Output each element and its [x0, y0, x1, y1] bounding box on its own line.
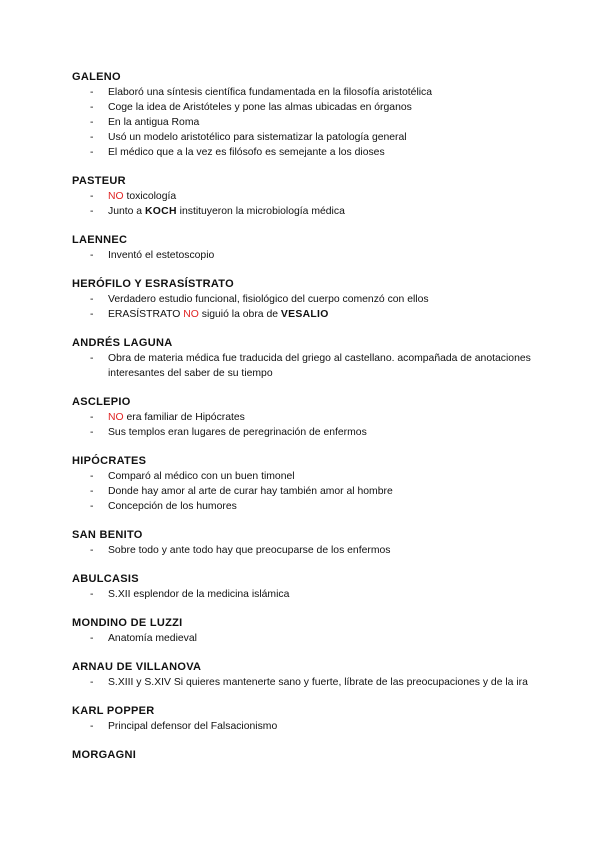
bold-name: KOCH	[144, 206, 177, 217]
bullet-list	[72, 248, 532, 263]
bullet-dash: -	[90, 501, 94, 512]
section-abulcasis	[72, 572, 532, 602]
list-item: - Usó un modelo aristotélico para sistematizar la patología general	[90, 132, 407, 143]
bullet-dash: -	[90, 191, 94, 202]
section-morgagni	[72, 748, 532, 763]
list-item: - Donde hay amor al arte de curar hay también amor al hombre	[90, 486, 393, 497]
bullet-list	[72, 543, 532, 558]
bullet-list	[72, 85, 532, 160]
list-item: - S.XIII y S.XIV Si quieres mantenerte sano y fuerte, líbrate de las preocupaciones y de la ira	[90, 677, 528, 688]
bold-name: VESALIO	[280, 309, 329, 320]
section-heading: MONDINO DE LUZZI	[72, 617, 183, 629]
section-hipocrates	[72, 454, 532, 514]
bullet-list	[72, 189, 532, 219]
bullet-list	[72, 587, 532, 602]
list-item: - NO toxicología	[90, 191, 177, 202]
bullet-list	[72, 719, 532, 734]
bullet-dash: -	[90, 309, 94, 320]
section-herofilo	[72, 277, 532, 322]
section-heading: ASCLEPIO	[72, 396, 131, 408]
list-item: - Comparó al médico con un buen timonel	[90, 471, 295, 482]
section-heading: KARL POPPER	[72, 705, 155, 717]
section-heading: ANDRÉS LAGUNA	[72, 337, 173, 349]
negation-highlight: NO	[108, 191, 124, 202]
section-galeno	[72, 70, 532, 160]
list-item: - Coge la idea de Aristóteles y pone las almas ubicadas en órganos	[90, 102, 412, 113]
section-heading: PASTEUR	[72, 175, 126, 187]
section-san-benito	[72, 528, 532, 558]
bullet-dash: -	[90, 545, 94, 556]
bullet-dash: -	[90, 677, 94, 688]
bullet-list	[72, 631, 532, 646]
bullet-dash: -	[90, 147, 94, 158]
section-heading: GALENO	[72, 71, 121, 83]
section-mondino	[72, 616, 532, 646]
bullet-dash: -	[90, 117, 94, 128]
list-item: - Obra de materia médica fue traducida del griego al castellano. acompañada de anotaciones interesantes del saber de su tiempo	[90, 353, 531, 379]
list-item: - Sobre todo y ante todo hay que preocuparse de los enfermos	[90, 545, 391, 556]
list-item: - Sus templos eran lugares de peregrinación de enfermos	[90, 427, 367, 438]
section-arnau	[72, 660, 532, 690]
section-andres-laguna	[72, 336, 532, 381]
list-item: - Junto a KOCH instituyeron la microbiología médica	[90, 206, 345, 217]
list-item: - Principal defensor del Falsacionismo	[90, 721, 278, 732]
bullet-dash: -	[90, 250, 94, 261]
bullet-dash: -	[90, 294, 94, 305]
section-heading: ARNAU DE VILLANOVA	[72, 661, 202, 673]
section-asclepio	[72, 395, 532, 440]
section-pasteur	[72, 174, 532, 219]
list-item: - Concepción de los humores	[90, 501, 237, 512]
document-content	[72, 70, 532, 777]
list-item: - El médico que a la vez es filósofo es semejante a los dioses	[90, 147, 385, 158]
bullet-dash: -	[90, 206, 94, 217]
section-heading: SAN BENITO	[72, 529, 143, 541]
bullet-dash: -	[90, 132, 94, 143]
list-item: - S.XII esplendor de la medicina islámica	[90, 589, 290, 600]
section-heading: HERÓFILO Y ESRASÍSTRATO	[72, 278, 234, 290]
bullet-dash: -	[90, 102, 94, 113]
section-heading: MORGAGNI	[72, 749, 137, 761]
section-heading: HIPÓCRATES	[72, 455, 147, 467]
list-item: - ERASÍSTRATO NO siguió la obra de VESALIO	[90, 309, 329, 320]
bullet-dash: -	[90, 471, 94, 482]
list-item: - NO era familiar de Hipócrates	[90, 412, 245, 423]
section-heading: LAENNEC	[72, 234, 128, 246]
bullet-list	[72, 675, 532, 690]
bullet-dash: -	[90, 486, 94, 497]
bullet-dash: -	[90, 589, 94, 600]
negation-highlight: NO	[108, 412, 124, 423]
bullet-dash: -	[90, 412, 94, 423]
bullet-list	[72, 292, 532, 322]
list-item: - Anatomía medieval	[90, 633, 197, 644]
list-item: - Verdadero estudio funcional, fisiológico del cuerpo comenzó con ellos	[90, 294, 429, 305]
list-item: - Elaboró una síntesis científica fundamentada en la filosofía aristotélica	[90, 87, 433, 98]
bullet-list	[72, 351, 532, 381]
bullet-dash: -	[90, 427, 94, 438]
section-karl-popper	[72, 704, 532, 734]
bullet-dash: -	[90, 721, 94, 732]
bullet-list	[72, 410, 532, 440]
section-heading: ABULCASIS	[72, 573, 139, 585]
bullet-dash: -	[90, 633, 94, 644]
bullet-dash: -	[90, 87, 94, 98]
list-item: - Inventó el estetoscopio	[90, 250, 215, 261]
section-laennec	[72, 233, 532, 263]
list-item: - En la antigua Roma	[90, 117, 200, 128]
negation-highlight: NO	[183, 309, 199, 320]
bullet-dash: -	[90, 353, 94, 364]
bullet-list	[72, 469, 532, 514]
